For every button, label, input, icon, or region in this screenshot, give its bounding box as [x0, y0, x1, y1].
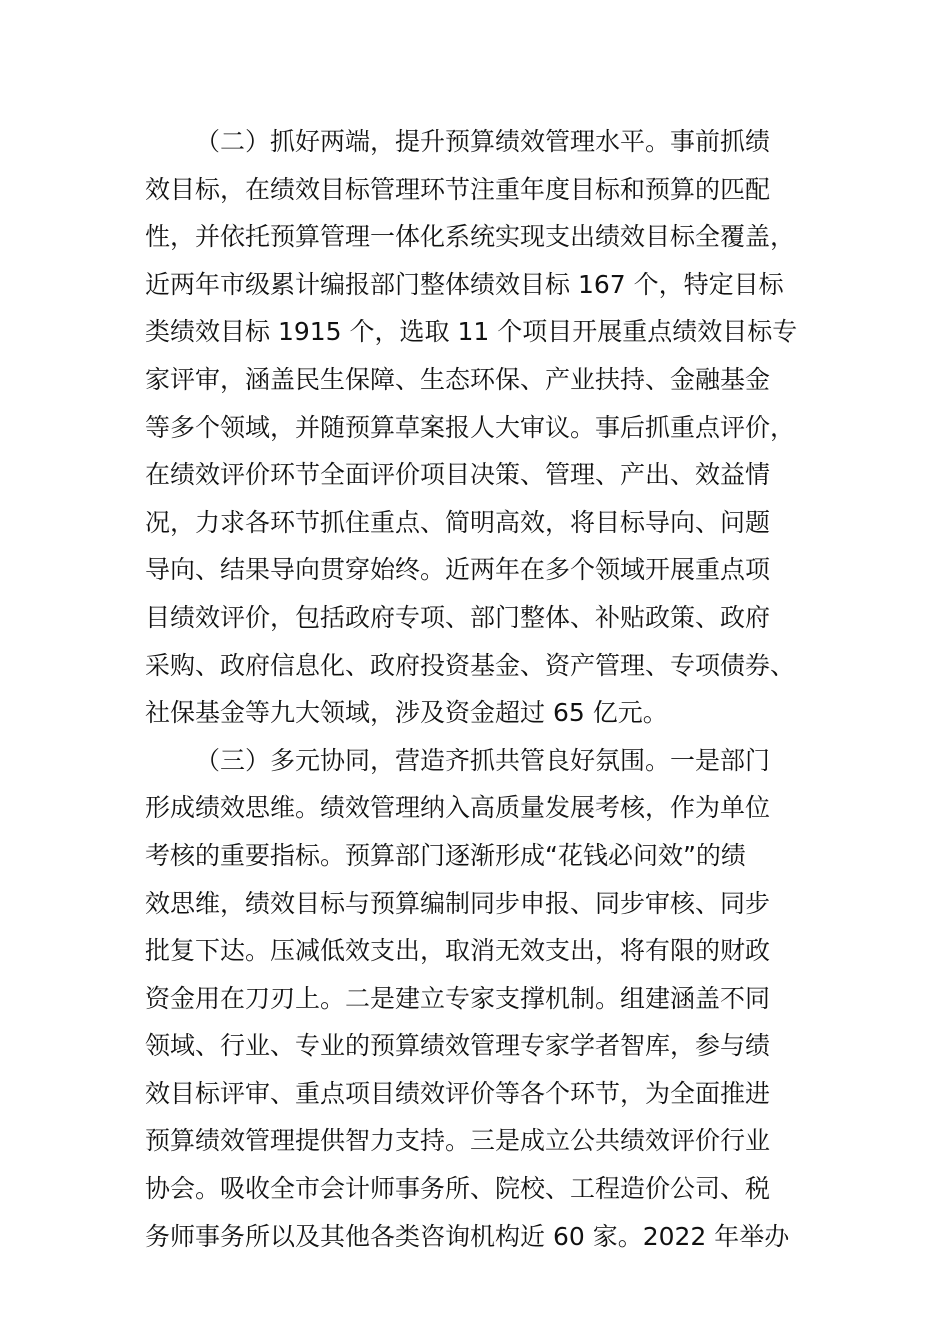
text-line: 性，并依托预算管理一体化系统实现支出绩效目标全覆盖，	[145, 222, 796, 252]
text-line: 效目标，在绩效目标管理环节注重年度目标和预算的匹配	[145, 174, 771, 204]
text-line: （三）多元协同，营造齐抓共管良好氛围。一是部门	[195, 745, 771, 775]
text-line: 领域、行业、专业的预算绩效管理专家学者智库，参与绩	[145, 1031, 771, 1061]
text-line: 等多个领域，并随预算草案报人大审议。事后抓重点评价，	[145, 412, 796, 442]
text-line: 考核的重要指标。预算部门逐渐形成“花钱必问效”的绩	[145, 840, 746, 870]
text-line: 务师事务所以及其他各类咨询机构近 60 家。2022 年举办	[145, 1221, 790, 1251]
text-line: 形成绩效思维。绩效管理纳入高质量发展考核，作为单位	[145, 793, 771, 823]
paragraph-2	[145, 118, 810, 737]
text-line: 效思维，绩效目标与预算编制同步申报、同步审核、同步	[145, 888, 771, 918]
text-line: 协会。吸收全市会计师事务所、院校、工程造价公司、税	[145, 1174, 771, 1204]
text-line: 采购、政府信息化、政府投资基金、资产管理、专项债券、	[145, 650, 796, 680]
text-line: 预算绩效管理提供智力支持。三是成立公共绩效评价行业	[145, 1126, 771, 1156]
text-line: 资金用在刀刃上。二是建立专家支撑机制。组建涵盖不同	[145, 983, 771, 1013]
text-line: 目绩效评价，包括政府专项、部门整体、补贴政策、政府	[145, 602, 771, 632]
text-line: （二）抓好两端，提升预算绩效管理水平。事前抓绩	[195, 127, 771, 156]
text-line: 导向、结果导向贯穿始终。近两年在多个领域开展重点项	[145, 555, 771, 585]
text-line: 近两年市级累计编报部门整体绩效目标 167 个，特定目标	[145, 269, 784, 299]
text-line: 批复下达。压减低效支出，取消无效支出，将有限的财政	[145, 936, 771, 966]
text-line: 在绩效评价环节全面评价项目决策、管理、产出、效益情	[145, 460, 771, 490]
text-line: 类绩效目标 1915 个，选取 11 个项目开展重点绩效目标专	[145, 317, 798, 347]
text-line: 社保基金等九大领域，涉及资金超过 65 亿元。	[145, 698, 668, 728]
document-body	[145, 118, 810, 1260]
text-line: 效目标评审、重点项目绩效评价等各个环节，为全面推进	[145, 1078, 771, 1108]
text-line: 家评审，涵盖民生保障、生态环保、产业扶持、金融基金	[145, 364, 771, 394]
paragraph-3	[145, 737, 810, 1261]
text-line: 况，力求各环节抓住重点、简明高效，将目标导向、问题	[145, 507, 771, 537]
